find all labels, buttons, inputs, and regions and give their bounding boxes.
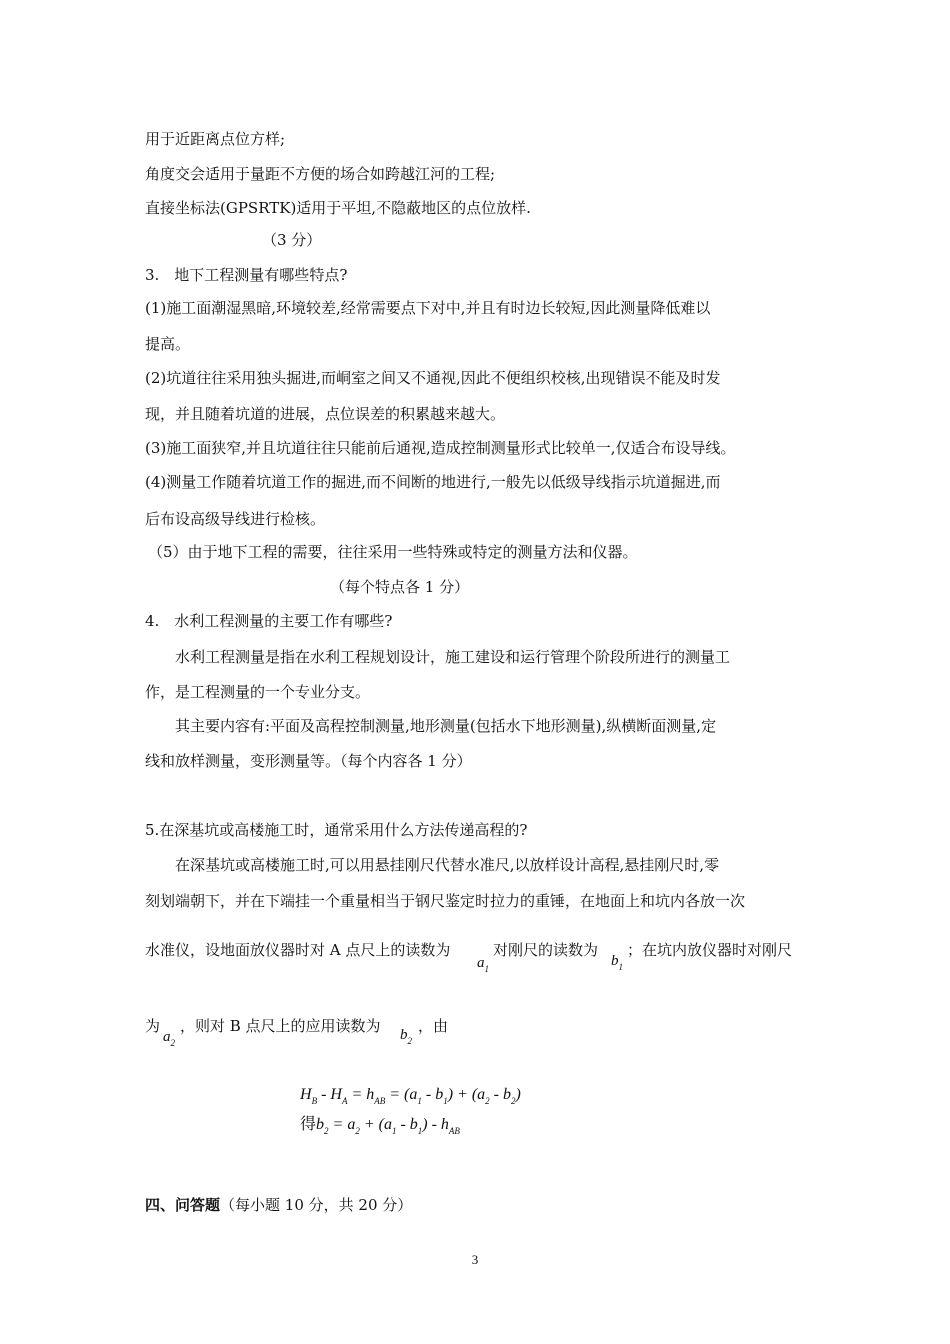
score-note: （3 分）	[262, 231, 322, 249]
var-a2: $a_2$	[163, 1029, 175, 1048]
text-line: (1)施工面潮湿黑暗,环境较差,经常需要点下对中,并且有时边长较短,因此测量降低难以	[145, 299, 711, 317]
formula-line-2: 得$b_2 = a_2 + (a_1 - b_1) - h_{AB}$	[300, 1114, 460, 1136]
text-line: 其主要内容有:平面及高程控制测量,地形测量(包括水下地形测量),纵横断面测量,定	[175, 717, 717, 735]
text-line: （5）由于地下工程的需要，往往采用一些特殊或特定的测量方法和仪器。	[148, 543, 638, 561]
text-line: 作，是工程测量的一个专业分支。	[145, 683, 371, 701]
section-title: 四、问答题	[145, 1196, 221, 1214]
text-line: 直接坐标法(GPSRTK)适用于平坦,不隐蔽地区的点位放样.	[145, 199, 531, 217]
page-number: 3	[471, 1252, 479, 1267]
section-4-heading	[145, 1195, 412, 1215]
text-line: 后布设高级导线进行检核。	[145, 510, 326, 528]
text-line: 角度交会适用于量距不方便的场合如跨越江河的工程;	[145, 165, 496, 183]
var-b2: $b_2$	[400, 1027, 412, 1046]
text-line: 为	[145, 1017, 161, 1035]
var-b1: $b_1$	[611, 953, 623, 972]
text-line: 现，并且随着坑道的进展，点位误差的积累越来越大。	[145, 405, 506, 423]
var-a1: $a_1$	[477, 955, 489, 974]
question-5: 5.在深基坑或高楼施工时，通常采用什么方法传递高程的?	[145, 821, 528, 839]
text-line: 刻划端朝下，并在下端挂一个重量相当于钢尺鉴定时拉力的重锤，在地面上和坑内各放一次	[145, 892, 746, 910]
score-note: （每个特点各 1 分）	[330, 578, 470, 596]
question-4: 4. 水利工程测量的主要工作有哪些?	[145, 612, 393, 630]
text-line: ，则对 B 点尺上的应用读数为	[180, 1017, 381, 1035]
text-line: (4)测量工作随着坑道工作的掘进,而不间断的地进行,一般先以低级导线指示坑道掘进,而	[145, 473, 721, 491]
text-line: (2)坑道往往采用独头掘进,而峒室之间又不通视,因此不便组织校核,出现错误不能及时发	[145, 369, 721, 387]
text-line: ；在坑内放仪器时对刚尺	[627, 941, 793, 959]
section-note: （每小题 10 分，共 20 分）	[220, 1196, 413, 1214]
text-line: 对刚尺的读数为	[493, 941, 599, 959]
text-line: 线和放样测量，变形测量等。（每个内容各 1 分）	[145, 752, 472, 770]
text-line: ，由	[418, 1017, 449, 1035]
text-line: 水准仪，设地面放仪器时对 A 点尺上的读数为	[145, 941, 451, 959]
text-line: 用于近距离点位方样;	[145, 130, 286, 148]
formula-line-1: $H_B - H_A = h_{AB} = (a_1 - b_1) + (a_2 - b_2)$	[300, 1086, 521, 1106]
question-3: 3. 地下工程测量有哪些特点?	[145, 266, 348, 284]
text-line: 在深基坑或高楼施工时,可以用悬挂刚尺代替水准尺,以放样设计高程,悬挂刚尺时,零	[175, 856, 720, 874]
text-line: (3)施工面狭窄,并且坑道往往只能前后通视,造成控制测量形式比较单一,仅适合布设导线。	[145, 439, 736, 457]
text-line: 水利工程测量是指在水利工程规划设计，施工建设和运行管理个阶段所进行的测量工	[175, 648, 731, 666]
text-line: 提高。	[145, 335, 191, 353]
